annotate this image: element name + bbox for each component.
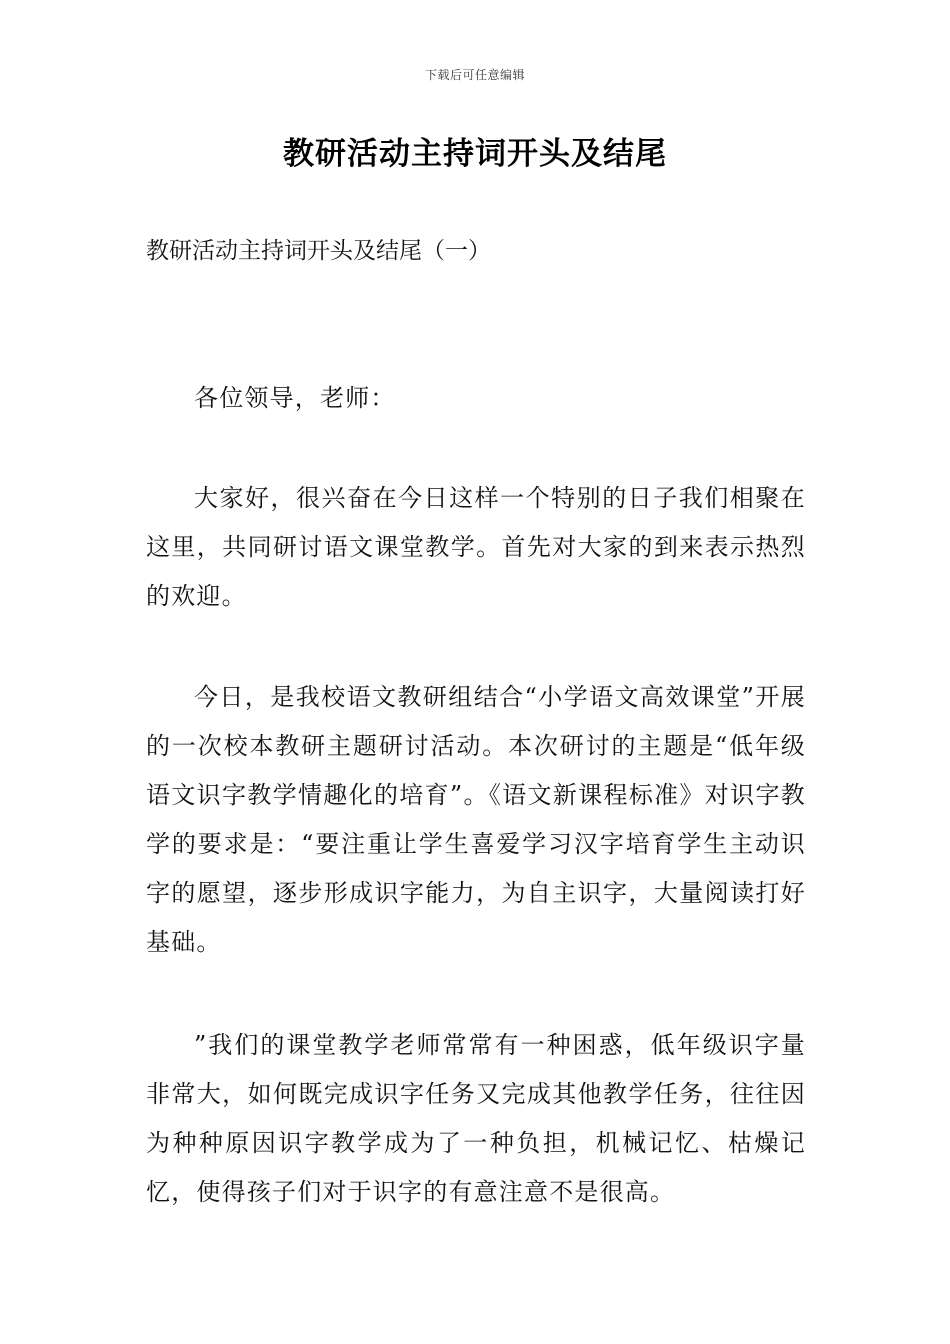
header-note: 下载后可任意编辑 [424, 68, 525, 82]
document-subtitle: 教研活动主持词开头及结尾（一） [146, 238, 491, 264]
body-paragraph-3: ”我们的课堂教学老师常常有一种困惑，低年级识字量非常大，如何既完成识字任务又完成其他教学任务，往往因为种种原因识字教学成为了一种负担，机械记忆、枯燥记忆，使得孩子们对于识字的有意注意不是很高。 [146, 1031, 806, 1206]
greeting-paragraph: 各位领导，老师： [194, 384, 396, 412]
body-paragraph-1: 大家好，很兴奋在今日这样一个特别的日子我们相聚在这里，共同研讨语文课堂教学。首先对大家的到来表示热烈的欢迎。 [146, 484, 806, 610]
body-paragraph-2: 今日，是我校语文教研组结合“小学语文高效课堂”开展的一次校本教研主题研讨活动。本次研讨的主题是“低年级语文识字教学情趣化的培育”。《语文新课程标准》对识字教学的要求是：“要注重让学生喜爱学习汉字培育学生主动识字的愿望，逐步形成识字能力，为自主识字，大量阅读打好基础。 [146, 683, 806, 956]
document-title: 教研活动主持词开头及结尾 [283, 136, 667, 172]
